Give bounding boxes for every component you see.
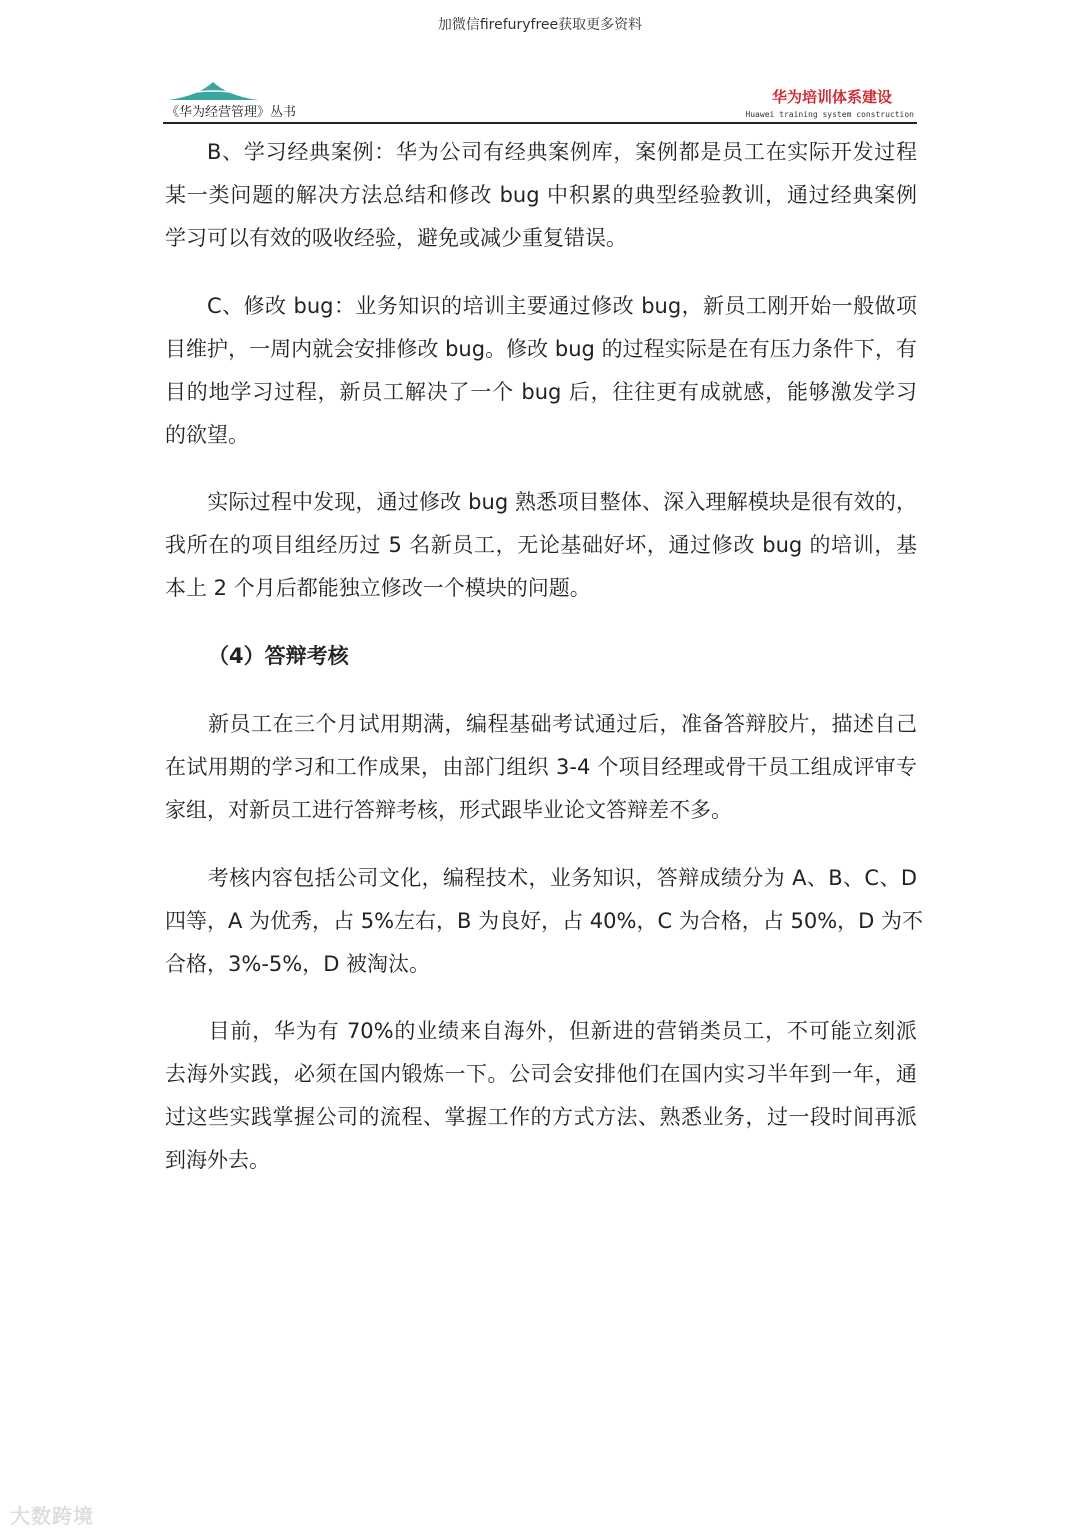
text-line: 本上 2 个月后都能独立修改一个模块的问题。 (165, 576, 591, 600)
section-heading: （4）答辩考核 (208, 644, 349, 668)
watermark: 大数跨境 (10, 1504, 94, 1528)
text-line: 在试用期的学习和工作成果，由部门组织 3-4 个项目经理或骨干员工组成评审专 (165, 755, 917, 779)
text-line: 合格，3%-5%，D 被淘汰。 (165, 952, 431, 976)
header-divider (163, 122, 917, 124)
text-line: 新员工在三个月试用期满，编程基础考试通过后，准备答辩胶片，描述自己 (165, 712, 917, 736)
paragraph (165, 481, 917, 610)
text-line: 我所在的项目组经历过 5 名新员工，无论基础好坏，通过修改 bug 的培训，基 (165, 533, 917, 557)
text-line: B、学习经典案例：华为公司有经典案例库，案例都是员工在实际开发过程 (207, 140, 917, 164)
paragraph (165, 131, 917, 260)
series-title: 《华为经营管理》丛书 (166, 105, 297, 120)
text-line: 过这些实践掌握公司的流程、掌握工作的方式方法、熟悉业务，过一段时间再派 (165, 1105, 917, 1129)
text-line: 某一类问题的解决方法总结和修改 bug 中积累的典型经验教训，通过经典案例 (165, 183, 917, 207)
text-line: 实际过程中发现，通过修改 bug 熟悉项目整体、深入理解模块是很有效的， (165, 490, 917, 514)
text-line: 的欲望。 (165, 423, 249, 447)
text-line: 去海外实践，必须在国内锻炼一下。公司会安排他们在国内实习半年到一年，通 (165, 1062, 917, 1086)
text-line: 目的地学习过程，新员工解决了一个 bug 后，往往更有成就感，能够激发学习 (165, 380, 917, 404)
paragraph (165, 1010, 917, 1182)
top-note: 加微信firefuryfree获取更多资料 (437, 17, 643, 33)
text-line: 学习可以有效的吸收经验，避免或减少重复错误。 (165, 226, 627, 250)
text-line: C、修改 bug：业务知识的培训主要通过修改 bug，新员工刚开始一般做项 (207, 294, 917, 318)
paragraph (165, 703, 917, 832)
brand-subtitle: Huawei training system construction (745, 110, 914, 119)
text-line: 目维护，一周内就会安排修改 bug。修改 bug 的过程实际是在有压力条件下，有 (165, 337, 917, 361)
paragraph (165, 285, 917, 457)
text-line: 四等，A 为优秀，占 5%左右，B 为良好，占 40%，C 为合格，占 50%，D 为不 (165, 909, 923, 933)
text-line: 到海外去。 (165, 1148, 270, 1172)
paragraph (165, 857, 923, 986)
text-line: 家组，对新员工进行答辩考核，形式跟毕业论文答辩差不多。 (165, 798, 732, 822)
brand-title: 华为培训体系建设 (771, 88, 892, 106)
mountain-logo-icon (168, 80, 258, 100)
text-line: 考核内容包括公司文化，编程技术，业务知识，答辩成绩分为 A、B、C、D (165, 866, 917, 890)
text-line: 目前，华为有 70%的业绩来自海外，但新进的营销类员工，不可能立刻派 (165, 1019, 917, 1043)
